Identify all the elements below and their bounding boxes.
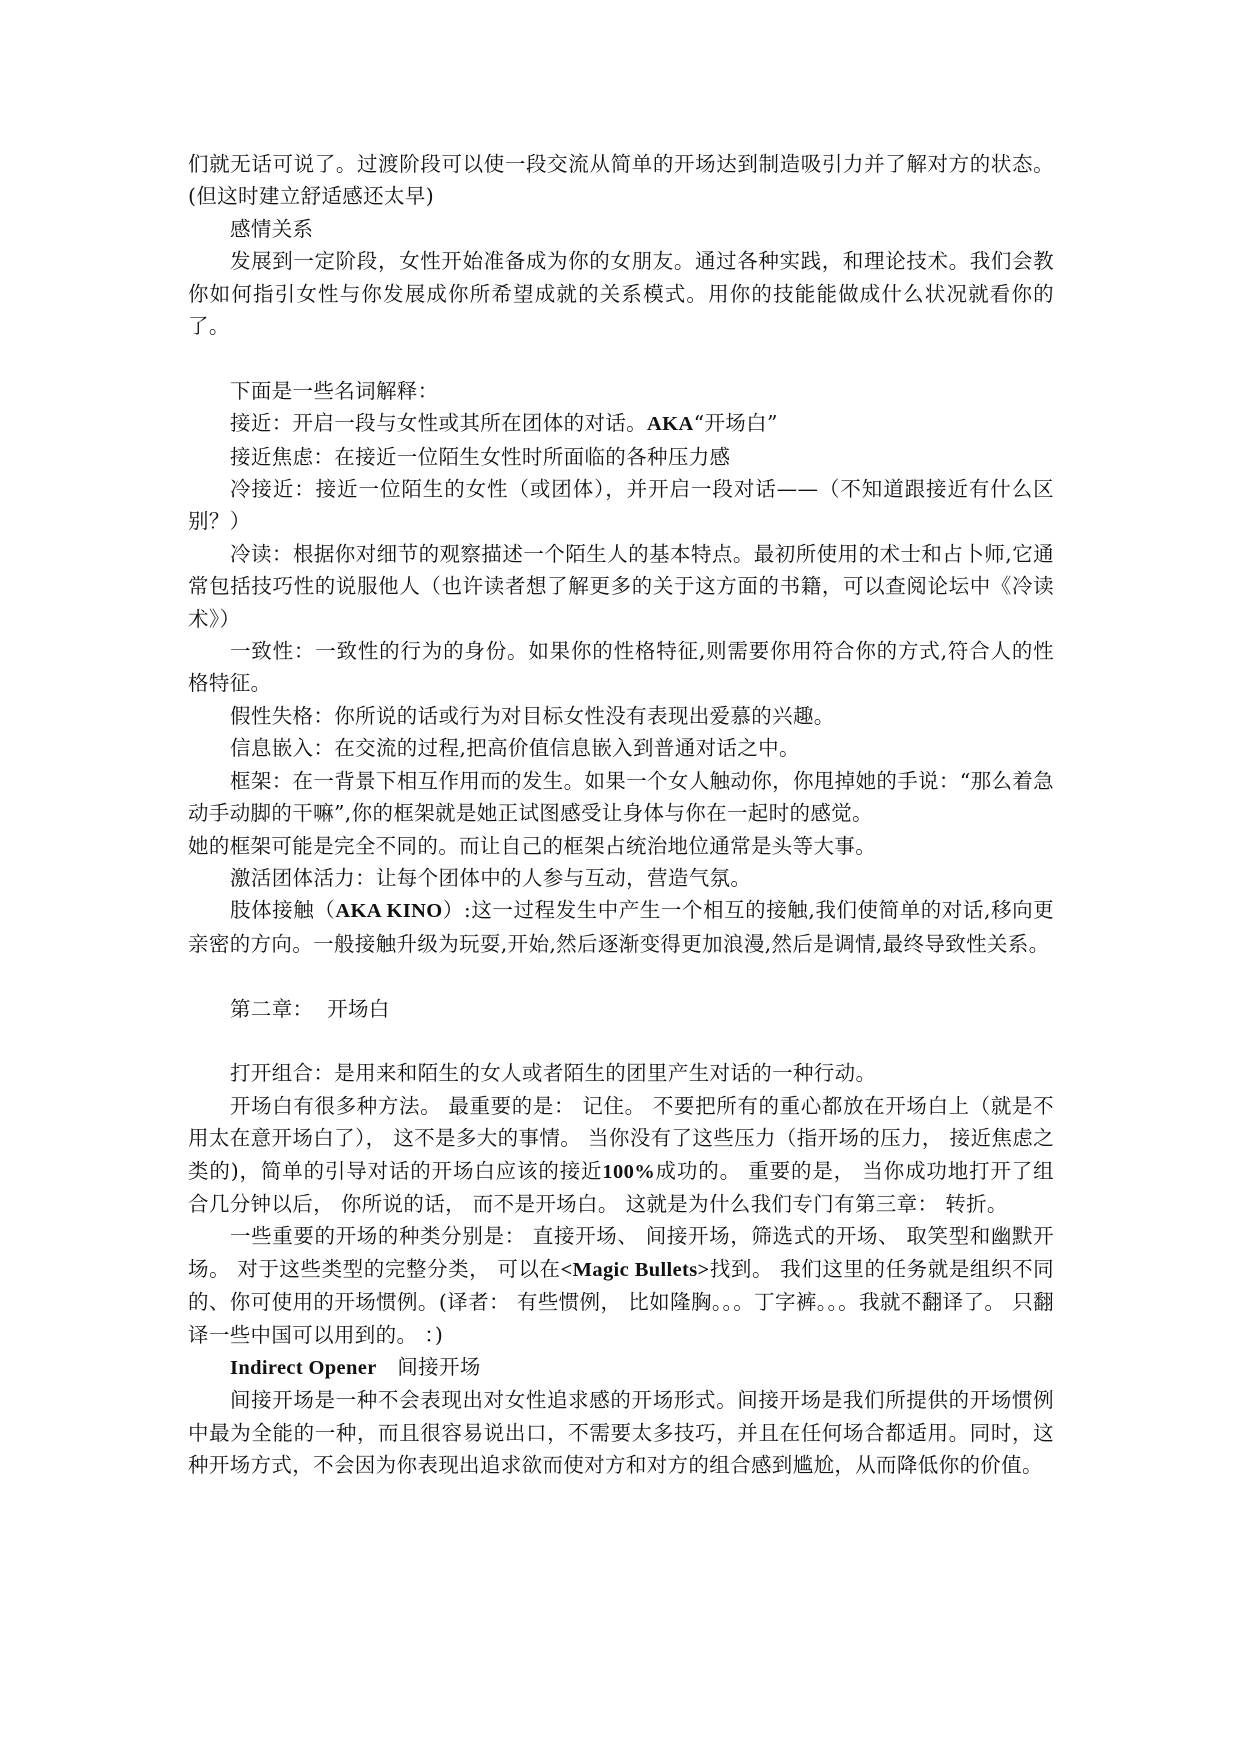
indirect-opener-zh: 间接开场 bbox=[397, 1354, 481, 1379]
opener-methods-text: 开场白有很多种方法。 最重要的是： 记住。 不要把所有的重心都放在开场白上（就是不用太在意开场白了）， 这不是多大的事情。 当你没有了这些压力（指开场的压力， 接近焦虑之类的)，简单的引导对话的开场白应该的接近 bbox=[188, 1093, 1054, 1183]
glossary-kino-aka: AKA KINO bbox=[335, 900, 443, 923]
glossary-approach bbox=[188, 407, 1054, 440]
glossary-intro: 下面是一些名词解释： bbox=[230, 378, 439, 403]
opener-methods-rest: 成功的。 重要的是， 当你成功地打开了组合几分钟以后， 你所说的话， 而不是开场白。 这就是为什么我们专门有第三章： 转折。 bbox=[188, 1158, 1054, 1216]
paragraph-indirect-opener: 间接开场是一种不会表现出对女性追求感的开场形式。间接开场是我们所提供的开场惯例中最为全能的一种，而且很容易说出口，不需要太多技巧，并且在任何场合都适用。同时，这种开场方式，不会因为你表现出追求欲而使对方和对方的组合感到尴尬，从而降低你的价值。 bbox=[188, 1388, 1054, 1478]
glossary-frame: 框架：在一背景下相互作用而的发生。如果一个女人触动你，你甩掉她的手说：“那么着急动手动脚的干嘛”,你的框架就是她正试图感受让身体与你在一起时的感觉。 bbox=[188, 768, 1054, 826]
glossary-embedding: 信息嵌入：在交流的过程,把高价值信息嵌入到普通对话之中。 bbox=[230, 736, 800, 761]
indirect-opener-en: Indirect Opener bbox=[230, 1356, 377, 1379]
opener-methods-percent: 100% bbox=[602, 1160, 656, 1183]
chapter-two-heading: 第二章： 开场白 bbox=[230, 996, 390, 1021]
paragraph-continuation: 们就无话可说了。过渡阶段可以使一段交流从简单的开场达到制造吸引力并了解对方的状态。(但这时建立舒适感还太早) bbox=[188, 152, 1054, 209]
glossary-approach-text: 接近：开启一段与女性或其所在团体的对话。 bbox=[230, 411, 647, 436]
glossary-kino-rest: ）:这一过程发生中产生一个相互的接触,我们使简单的对话,移向更亲密的方向。一般接触升级为玩耍,开始,然后逐渐变得更加浪漫,然后是调情,最终导致性关系。 bbox=[188, 898, 1055, 956]
spacer bbox=[188, 1025, 1054, 1057]
section-heading-indirect-opener bbox=[188, 1351, 1054, 1384]
spacer bbox=[188, 960, 1054, 992]
glossary-approach-anxiety: 接近焦虑：在接近一位陌生女性时所面临的各种压力感 bbox=[230, 444, 731, 469]
opener-types-magic-bullets: <Magic Bullets> bbox=[560, 1258, 710, 1281]
glossary-kino-text: 肢体接触（ bbox=[230, 898, 336, 923]
paragraph-opener-types bbox=[188, 1220, 1054, 1351]
glossary-cold-reading: 冷读：根据你对细节的观察描述一个陌生人的基本特点。最初所使用的术士和占卜师,它通常包括技巧性的说服他人（也许读者想了解更多的关于这方面的书籍，可以查阅论坛中《冷读术》） bbox=[188, 541, 1054, 631]
glossary-congruence: 一致性：一致性的行为的身份。如果你的性格特征,则需要你用符合你的方式,符合人的性格特征。 bbox=[188, 639, 1054, 696]
glossary-approach-aka: AKA bbox=[647, 413, 694, 436]
opener-types-rest: 找到。 我们这里的任务就是组织不同的、你可使用的开场惯例。(译者： 有些惯例， 比如隆胸。。。丁字裤。。。我就不翻译了。 只翻译一些中国可以用到的。 ：) bbox=[188, 1256, 1055, 1347]
glossary-group-energy: 激活团体活力：让每个团体中的人参与互动，营造气氛。 bbox=[230, 865, 752, 890]
paragraph-opener-methods bbox=[188, 1090, 1054, 1221]
page-content bbox=[188, 148, 1054, 1482]
paragraph-relationship: 发展到一定阶段，女性开始准备成为你的女朋友。通过各种实践，和理论技术。我们会教你如何指引女性与你发展成你所希望成就的关系模式。用你的技能能做成什么状况就看你的了。 bbox=[188, 249, 1054, 339]
glossary-kino bbox=[188, 894, 1054, 960]
spacer bbox=[188, 342, 1054, 374]
glossary-cold-approach: 冷接近：接近一位陌生的女性（或团体），并开启一段对话——（不知道跟接近有什么区别？） bbox=[188, 477, 1054, 534]
section-heading-relationship: 感情关系 bbox=[230, 216, 314, 241]
paragraph-open-set: 打开组合：是用来和陌生的女人或者陌生的团里产生对话的一种行动。 bbox=[230, 1061, 877, 1086]
glossary-frame-cont: 她的框架可能是完全不同的。而让自己的框架占统治地位通常是头等大事。 bbox=[188, 833, 877, 858]
opener-types-text: 一些重要的开场的种类分别是： 直接开场、 间接开场，筛选式的开场、 取笑型和幽默开场。 对于这些类型的完整分类， 可以在 bbox=[188, 1224, 1054, 1281]
glossary-false-disqualifier: 假性失格：你所说的话或行为对目标女性没有表现出爱慕的兴趣。 bbox=[230, 703, 835, 728]
glossary-approach-quote: “开场白” bbox=[693, 411, 778, 436]
